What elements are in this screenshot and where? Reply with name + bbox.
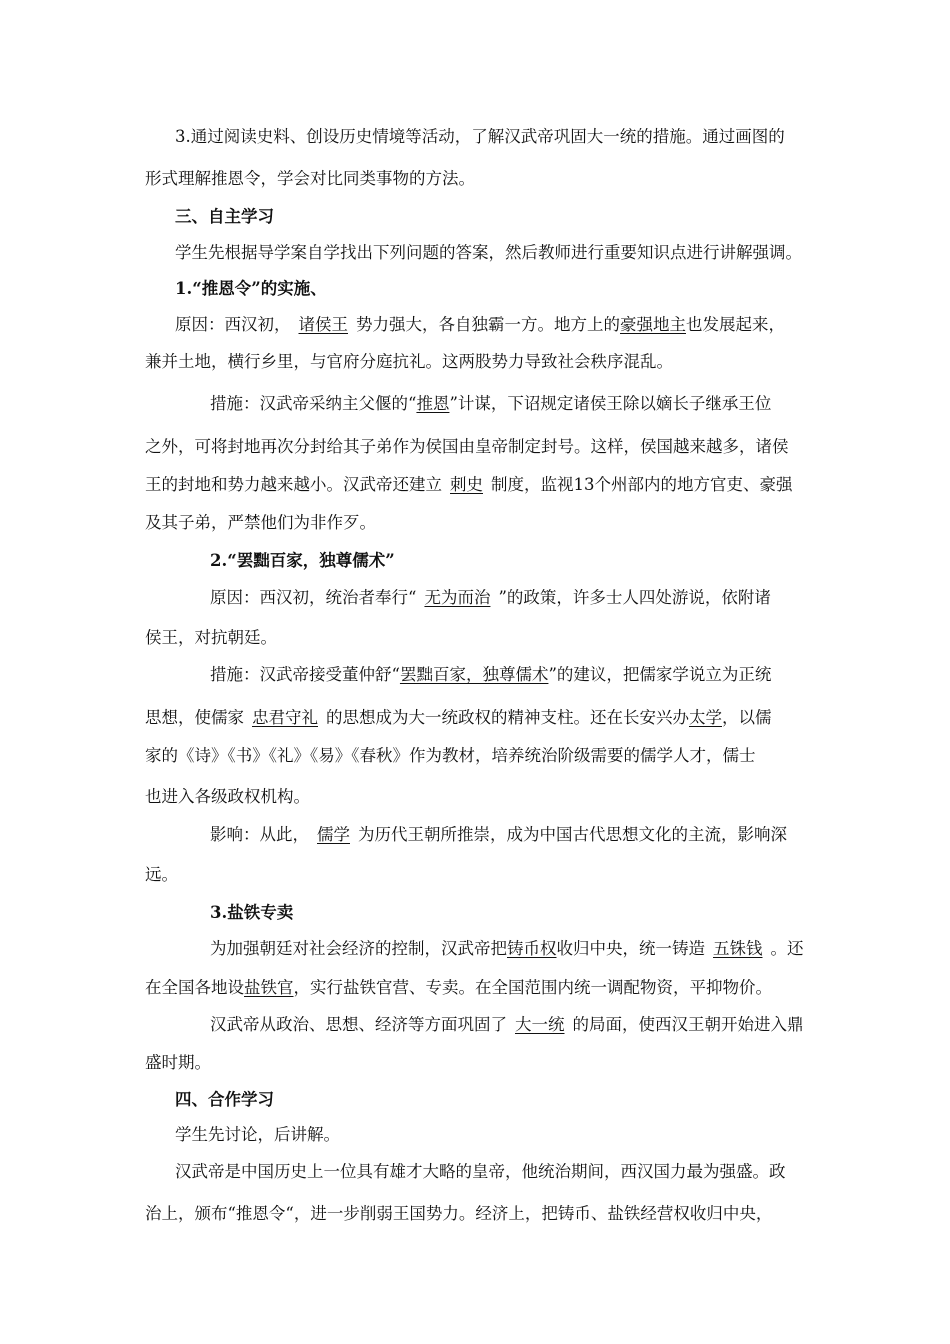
text: 势力强大，各自独霸一方。地方上的 bbox=[356, 315, 620, 334]
paragraph-line bbox=[175, 314, 810, 336]
paragraph-line bbox=[145, 474, 810, 496]
paragraph-line: 家的《诗》《书》《礼》《易》《春秋》作为教材，培养统治阶级需要的儒学人才，儒士 bbox=[145, 746, 756, 765]
paragraph-line bbox=[210, 824, 810, 846]
text: 。还 bbox=[770, 939, 804, 958]
text: 为历代王朝所推崇，成为中国古代思想文化的主流，影响深 bbox=[358, 825, 787, 844]
paragraph-line: 远。 bbox=[145, 865, 178, 884]
answer-blank: 儒学 bbox=[317, 825, 350, 844]
paragraph-line: 学生先根据导学案自学找出下列问题的答案，然后教师进行重要知识点进行讲解强调。 bbox=[175, 243, 802, 262]
text: 影响：从此， bbox=[210, 825, 309, 844]
paragraph-line bbox=[210, 1014, 810, 1036]
section-heading-self-study: 三、自主学习 bbox=[175, 207, 274, 226]
answer-blank: 罢黜百家，独尊儒术 bbox=[399, 665, 549, 684]
paragraph-line bbox=[145, 707, 810, 729]
text: ”的建议，把儒家学说立为正统 bbox=[548, 665, 772, 684]
answer-blank: 诸侯王 bbox=[298, 315, 348, 334]
text: 也发展起来， bbox=[686, 315, 785, 334]
text: 措施：汉武帝接受董仲舒“ bbox=[210, 665, 400, 684]
answer-blank: 豪强地主 bbox=[620, 315, 686, 334]
paragraph-line: 之外，可将封地再次分封给其子弟作为侯国由皇帝制定封号。这样，侯国越来越多，诸侯 bbox=[145, 437, 789, 456]
text: 原因：西汉初， bbox=[175, 315, 291, 334]
paragraph-line bbox=[210, 393, 810, 415]
answer-blank: 刺史 bbox=[450, 475, 483, 494]
paragraph-line bbox=[210, 938, 810, 960]
text: 原因：西汉初，统治者奉行“ bbox=[210, 588, 417, 607]
text: 收归中央，统一铸造 bbox=[556, 939, 705, 958]
text: 措施：汉武帝采纳主父偃的“ bbox=[210, 394, 417, 413]
paragraph-line: 兼并土地，横行乡里，与官府分庭抗礼。这两股势力导致社会秩序混乱。 bbox=[145, 352, 673, 371]
paragraph-line bbox=[145, 977, 810, 999]
paragraph-line: 侯王，对抗朝廷。 bbox=[145, 628, 277, 647]
answer-blank: 无为而治 bbox=[424, 588, 491, 607]
answer-blank: 盐铁官 bbox=[244, 978, 294, 997]
answer-blank: 大一统 bbox=[515, 1015, 565, 1034]
text: 制度，监视13个州部内的地方官吏、豪强 bbox=[491, 475, 793, 494]
paragraph-line: 治上，颁布“推恩令“，进一步削弱王国势力。经济上，把铸币、盐铁经营权收归中央， bbox=[145, 1204, 773, 1223]
subheading-salt-iron: 3.盐铁专卖 bbox=[210, 903, 294, 922]
text: 王的封地和势力越来越小。汉武帝还建立 bbox=[145, 475, 442, 494]
text: ，实行盐铁官营、专卖。在全国范围内统一调配物资，平抑物价。 bbox=[293, 978, 772, 997]
text: 的思想成为大一统政权的精神支柱。还在长安兴办 bbox=[326, 708, 689, 727]
subheading-tuien: 1.“推恩令”的实施、 bbox=[175, 279, 327, 298]
paragraph-line bbox=[210, 664, 810, 686]
paragraph-line: 学生先讨论，后讲解。 bbox=[175, 1125, 340, 1144]
text: 3.通过阅读史料、创设历史情境等活动，了解汉武帝巩固大一统的措施。通过画图的 bbox=[175, 127, 785, 146]
paragraph-line: 及其子弟，严禁他们为非作歹。 bbox=[145, 513, 376, 532]
answer-blank: 忠君守礼 bbox=[252, 708, 318, 727]
text: 的局面，使西汉王朝开始进入鼎 bbox=[572, 1015, 804, 1034]
paragraph-line: 汉武帝是中国历史上一位具有雄才大略的皇帝，他统治期间，西汉国力最为强盛。政 bbox=[175, 1162, 786, 1181]
text: 形式理解推恩令，学会对比同类事物的方法。 bbox=[145, 169, 475, 188]
answer-blank: 铸币权 bbox=[507, 939, 557, 958]
text: 汉武帝从政治、思想、经济等方面巩固了 bbox=[210, 1015, 507, 1034]
subheading-confucianism: 2.“罢黜百家，独尊儒术” bbox=[210, 551, 395, 570]
answer-blank: 太学 bbox=[689, 708, 722, 727]
paragraph-line: 盛时期。 bbox=[145, 1053, 211, 1072]
text: 思想，使儒家 bbox=[145, 708, 244, 727]
text: ，以儒 bbox=[722, 708, 772, 727]
paragraph-line: 也进入各级政权机构。 bbox=[145, 787, 310, 806]
answer-blank: 五铢钱 bbox=[713, 939, 763, 958]
paragraph-line bbox=[210, 587, 810, 609]
answer-blank: 推恩 bbox=[416, 394, 450, 413]
objective-line bbox=[145, 168, 810, 190]
text: 为加强朝廷对社会经济的控制，汉武帝把 bbox=[210, 939, 507, 958]
text: 在全国各地设 bbox=[145, 978, 244, 997]
objective-line bbox=[175, 126, 810, 148]
text: ”计谋，下诏规定诸侯王除以嫡长子继承王位 bbox=[449, 394, 772, 413]
text: ”的政策，许多士人四处游说，依附诸 bbox=[498, 588, 771, 607]
section-heading-cooperative: 四、合作学习 bbox=[175, 1090, 274, 1109]
